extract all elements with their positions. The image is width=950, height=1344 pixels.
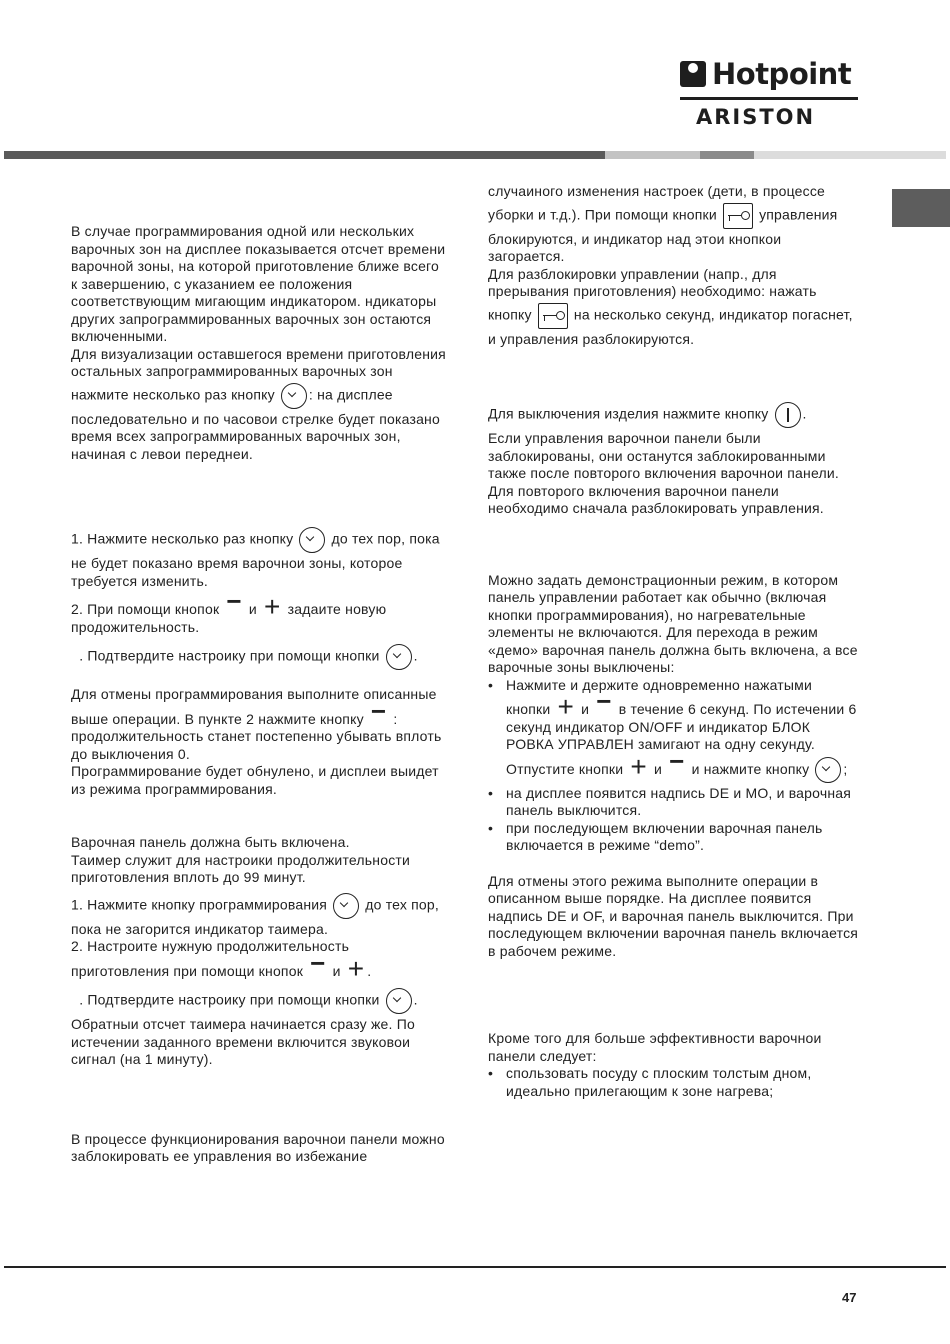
efficiency-bullet-1: [488, 1065, 860, 1100]
timer-step-1-a: 1. Нажмите кнопку программирования: [71, 896, 328, 913]
timer-step-1-b: до тех пор, пока не загорится индикатор таимера.: [71, 896, 439, 937]
step-3-text: [71, 642, 446, 672]
section-tab: [892, 189, 950, 227]
key-lock-icon: [723, 203, 753, 229]
header-bar-light: [605, 151, 700, 159]
page-number: 47: [842, 1290, 857, 1305]
brand-name: Hotpoint: [712, 57, 852, 91]
cancel-programming-result: Программирование будет обнулено, и дисплеи выидет из режима программирования.: [71, 763, 439, 797]
step-3-a: . Подтвердите настроику при помощи кнопки: [79, 647, 380, 664]
demo-bullet-3: [488, 820, 860, 855]
plus-icon: +: [263, 591, 281, 622]
timer-countdown-text: Обратныи отсчет таимера начинается сразу же. По истечении заданного времени включится звуковои сигнал (на 1 минуту).: [71, 1016, 415, 1067]
demo-bullet-1-semicolon: ;: [843, 760, 848, 777]
select-button-icon: [333, 893, 359, 919]
unlock-text: [488, 266, 860, 349]
unlock-b: на несколько секунд, индикатор погаснет, и управления разблокируются.: [488, 306, 853, 347]
efficiency-bullet-1-text: спользовать посуду с плоским толстым дном, идеально прилегающим к зоне нагрева;: [506, 1065, 812, 1099]
logo-divider: [680, 97, 858, 100]
step-2-and: и: [248, 601, 257, 617]
minus-icon: −: [669, 745, 685, 776]
timer-step-1: [71, 891, 446, 939]
plus-icon: +: [557, 691, 575, 722]
plus-icon: +: [630, 750, 647, 782]
demo-cancel-text: Для отмены этого режима выполните операции в описанном выше порядке. На дисплее появится надпись DE и OF, и варочная панель выключится. При последующем включении варочная панель включается в рабочем режиме.: [488, 872, 859, 959]
power-off-period: .: [802, 405, 807, 422]
demo-bullet-1-and-2: и: [654, 760, 663, 777]
timer-step-2-a: 2. Настроите нужную продолжительность приготовления при помощи кнопок: [71, 938, 350, 979]
step-2-a: 2. При помощи кнопок: [71, 601, 220, 617]
lock-continued-text: [488, 183, 860, 266]
power-off-locked-text: Если управления варочнои панели были заблокированы, они останутся заблокированными также после повторого включения варочнои панели. Для повторого включения варочнои панели необходимо сначала разблокировать управления.: [488, 430, 839, 516]
step-2-text: [71, 586, 446, 636]
bullet-dot: •: [488, 819, 494, 836]
cancel-programming-text: [71, 686, 446, 763]
efficiency-intro: Кроме того для больше эффективности варочнои панели следует:: [488, 1030, 822, 1064]
lock-b: управления блокируются, и индикатор над этои кнопкои загорается.: [488, 206, 838, 264]
select-button-icon: [281, 383, 307, 409]
bullet-dot: •: [488, 676, 494, 693]
bullet-dot: •: [488, 1065, 494, 1082]
minus-icon: −: [226, 586, 242, 616]
minus-icon: −: [596, 686, 612, 716]
timer-step-3-a: . Подтвердите настроику при помощи кнопки: [79, 991, 380, 1008]
step-1-a: 1. Нажмите несколько раз кнопку: [71, 530, 294, 547]
timer-step-3-period: .: [413, 991, 418, 1008]
demo-bullet-2-text: на дисплее появится надпись DE и MO, и варочная панель выключится.: [506, 784, 852, 819]
timer-step-2-period: .: [367, 962, 372, 979]
demo-bullet-2: [488, 785, 860, 820]
unlock-a: Для разблокировки управлении (напр., для прерывания приготовления) необходимо: нажать кнопку: [488, 265, 817, 323]
step-3-period: .: [413, 647, 418, 664]
step-1-b: до тех пор, пока не будет показано время варочнои зоны, которое требуется изменить.: [71, 530, 440, 589]
zone-countdown-text: В случае программирования одной или нескольких варочных зон на дисплее показывается отсчет времени варочной зоны, на которой приготовление ближе всего к завершению, с указанием ее положения соответствующим мигающим индикатором. ндикаторы других запрограммированных варочных зон остаются включенными.: [71, 223, 446, 344]
brand-logo: [680, 57, 860, 129]
visualize-time-text: [71, 346, 446, 464]
timer-step-2-and: и: [332, 962, 341, 979]
right-column: [488, 183, 860, 1100]
demo-bullet-1-e: и нажмите кнопку: [691, 760, 810, 777]
select-button-icon: [386, 644, 412, 670]
demo-mode-intro: Можно задать демонстрационныи режим, в котором панель управлении работает как обычно (включая кнопки программирования), но нагревательные элементы не включаются. Для перехода в режим «демо» варочная панель должна быть включена, а все варочные зоны выключены:: [488, 571, 858, 675]
step-1-text: [71, 525, 446, 590]
demo-bullet-3-text: при последующем включении варочная панель включается в режиме “demo”.: [506, 819, 823, 854]
visualize-time-text-a: Для визуализации оставшегося времени приготовления остальных запрограммированных варочных зон нажмите несколько раз кнопку: [71, 345, 446, 403]
timer-step-2: [71, 938, 446, 984]
select-button-icon: [815, 757, 841, 783]
select-button-icon: [299, 527, 325, 553]
power-off-a: Для выключения изделия нажмите кнопку: [488, 405, 769, 422]
key-lock-icon: [538, 303, 568, 329]
sub-brand-name: ARISTON: [696, 105, 816, 129]
power-icon: [775, 402, 801, 428]
header-bar-pale: [754, 151, 946, 159]
bullet-dot: •: [488, 784, 494, 801]
cancel-b: : продолжительность станет постепенно убывать вплоть до выключения 0.: [71, 710, 442, 762]
lock-intro-text: В процессе функционирования варочнои панели можно заблокировать ее управления во избежание: [71, 1130, 445, 1164]
minus-icon: −: [370, 695, 387, 726]
plus-icon: +: [347, 952, 365, 984]
demo-bullet-1-c: в течение 6 секунд. По истечении 6 секунд индикатор ON/OFF и индикатор БЛОК РОВКА УПРАВЛЕН замигают на одну секунду. Отпустите кнопки: [506, 701, 857, 777]
timer-intro: Варочная панель должна быть включена.: [71, 834, 350, 850]
visualize-time-text-c: на дисплее последовательно и по часовои стрелке будет показано время всех запрограммированных варочных зон, начиная с левои переднеи.: [71, 386, 440, 462]
visualize-time-colon: :: [308, 386, 313, 403]
header-bar-dark: [4, 151, 605, 159]
select-button-icon: [386, 988, 412, 1014]
timer-description: Таимер служит для настроики продолжительности приготовления вплоть до 99 минут.: [71, 851, 411, 885]
cancel-a: Для отмены программирования выполните описанные выше операции. В пункте 2 нажмите кнопку: [71, 686, 437, 727]
demo-bullet-1-a: Нажмите и держите одновременно нажатыми кнопки: [506, 676, 813, 717]
footer-divider: [4, 1266, 946, 1268]
demo-bullet-1: [488, 677, 860, 785]
step-2-c: задаите новую продожительность.: [71, 601, 387, 635]
header-bar-mid: [700, 151, 754, 159]
power-off-text: [488, 400, 860, 430]
minus-icon: −: [310, 947, 326, 978]
lock-a: случаиного изменения настроек (дети, в процессе уборки и т.д.). При помощи кнопки: [488, 183, 826, 223]
demo-bullet-1-and: и: [581, 701, 590, 717]
hotpoint-logo-mark-icon: [680, 61, 706, 87]
left-column: [71, 223, 446, 1166]
timer-step-3: [71, 986, 446, 1016]
